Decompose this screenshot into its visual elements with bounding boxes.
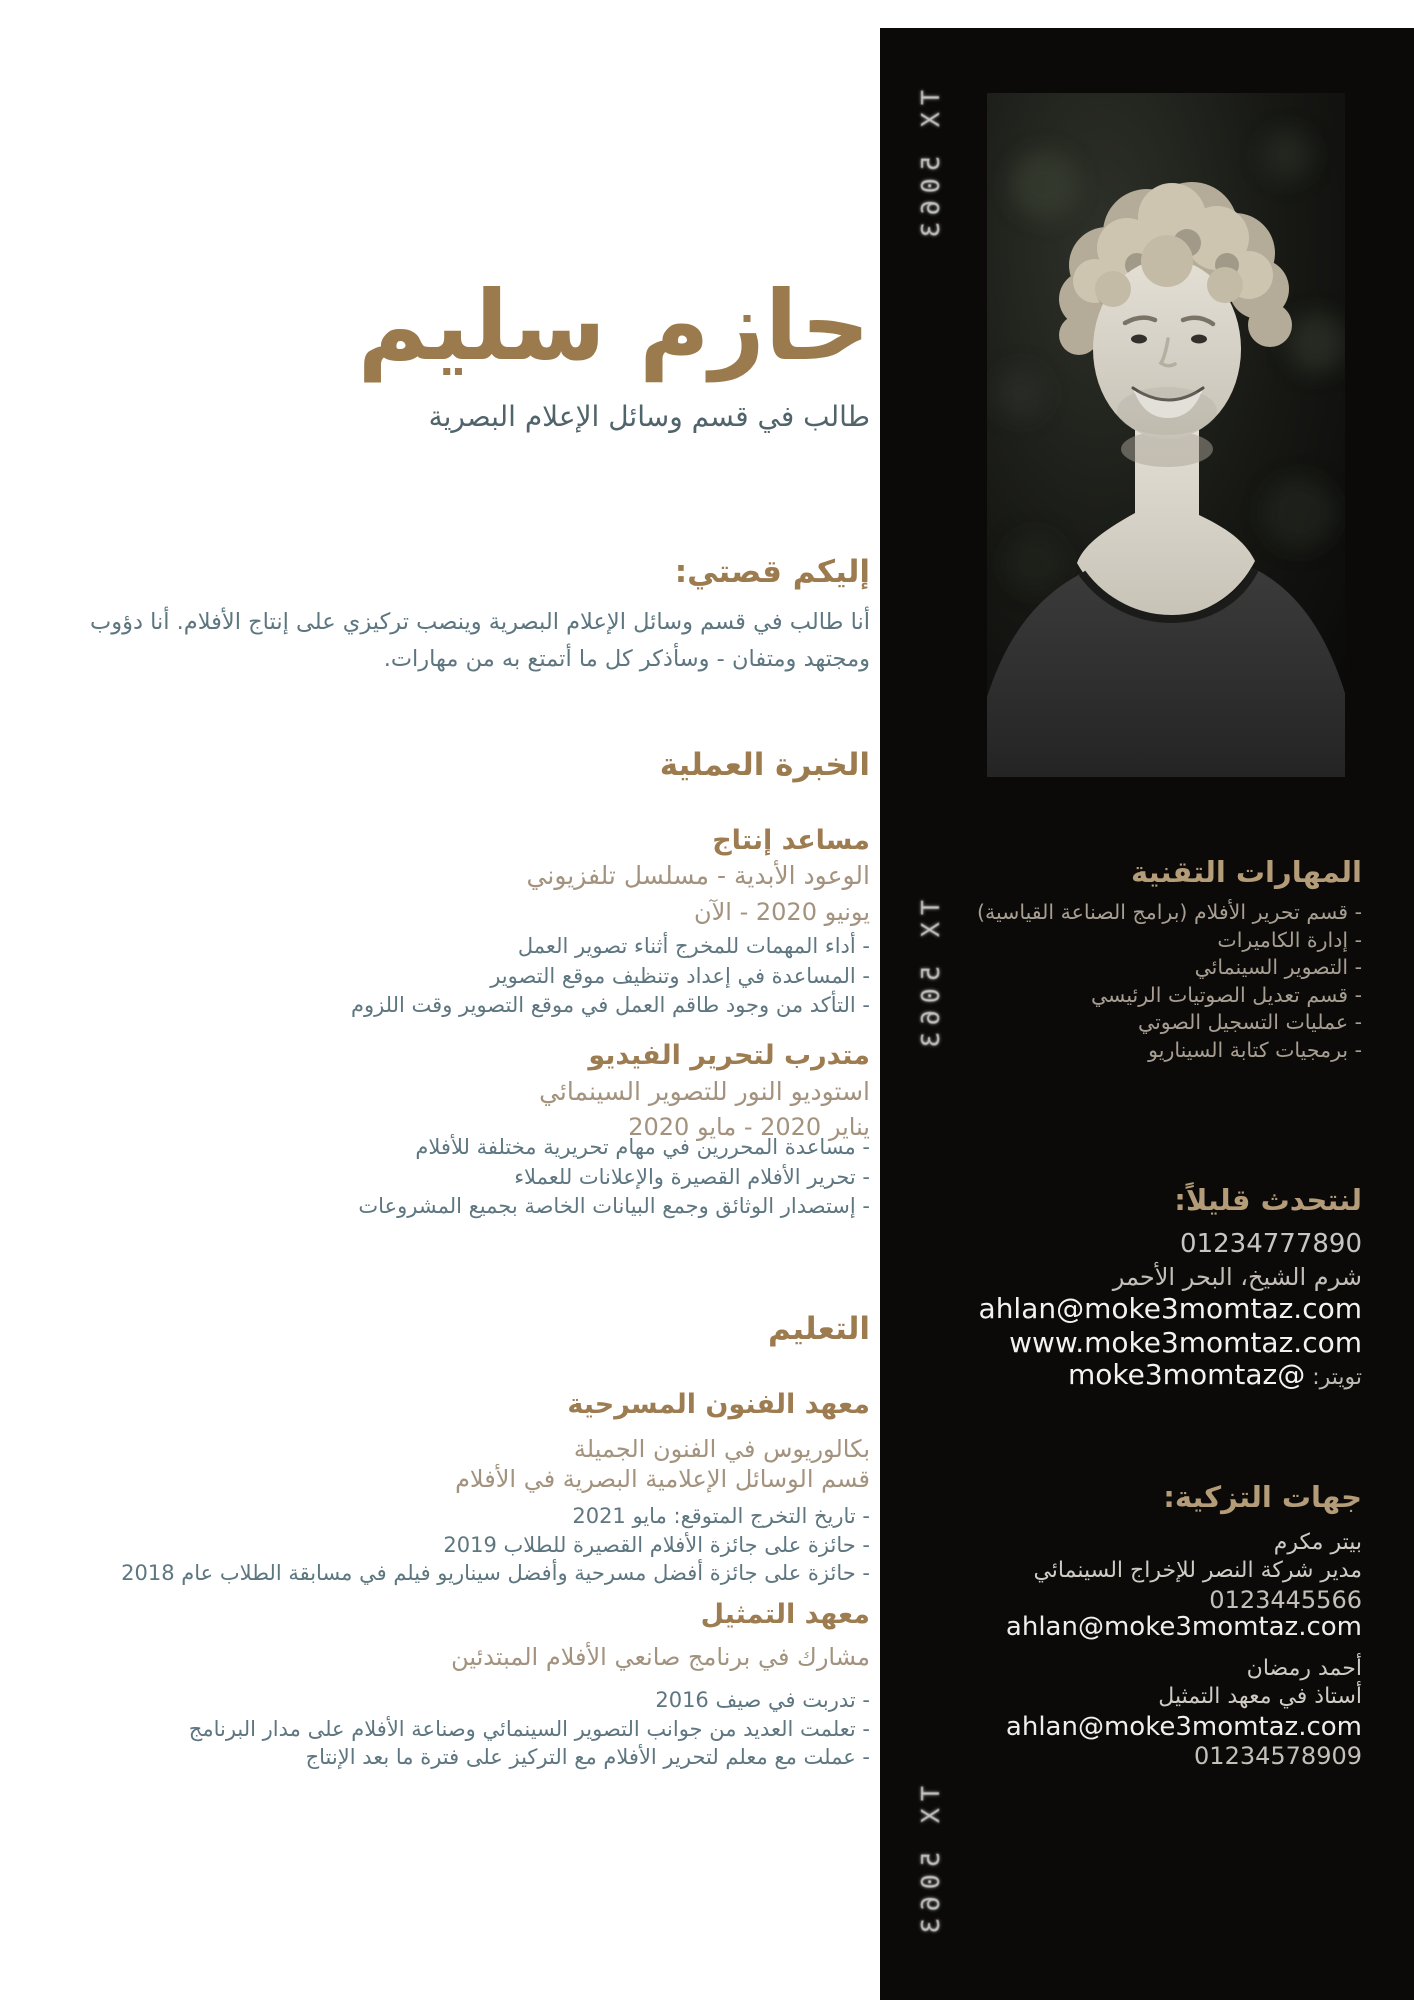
experience-heading: الخبرة العملية: [659, 747, 870, 783]
skill-item: - التصوير السينمائي: [1194, 955, 1362, 979]
about-heading: إليكم قصتي:: [674, 554, 870, 590]
job-title: مساعد إنتاج: [712, 825, 870, 856]
bullet-item: - مساعدة المحررين في مهام تحريرية مختلفة للأفلام: [415, 1135, 870, 1159]
job-organization: الوعود الأبدية - مسلسل تلفزيوني: [526, 861, 870, 890]
bullet-item: - تدربت في صيف 2016: [655, 1688, 870, 1712]
degree-line: بكالوريوس في الفنون الجميلة: [573, 1435, 870, 1463]
references-heading: جهات التزكية:: [1163, 1480, 1362, 1514]
reference-name: أحمد رمضان: [1246, 1656, 1362, 1681]
reference-phone: 01234578909: [1194, 1742, 1362, 1770]
school-bullet-list: [189, 1686, 870, 1772]
skills-list: [977, 899, 1362, 1064]
school-title: معهد الفنون المسرحية: [567, 1389, 870, 1420]
bullet-item: - المساعدة في إعداد وتنظيف موقع التصوير: [490, 963, 870, 988]
bullet-item: - أداء المهمات للمخرج أثناء تصوير العمل: [517, 934, 870, 958]
skill-item: - قسم تعديل الصوتيات الرئيسي: [1090, 982, 1362, 1007]
bullet-item: - حائزة على جائزة أفضل مسرحية وأفضل سيناريو فيلم في مسابقة الطلاب عام 2018: [121, 1561, 870, 1585]
school-degree: [455, 1434, 870, 1494]
school-degree: [451, 1642, 870, 1672]
school-bullet-list: [121, 1502, 870, 1588]
reference-email[interactable]: ahlan@moke3momtaz.com: [1005, 1712, 1362, 1742]
bullet-item: - تحرير الأفلام القصيرة والإعلانات للعملاء: [514, 1164, 870, 1189]
degree-line: قسم الوسائل الإعلامية البصرية في الأفلام: [455, 1465, 870, 1493]
bullet-item: - التأكد من وجود طاقم العمل في موقع التصوير وقت اللزوم: [350, 993, 870, 1017]
job-bullet-list: [351, 932, 870, 1021]
reference-role: أستاذ في معهد التمثيل: [1158, 1684, 1362, 1709]
bullet-item: - حائزة على جائزة الأفلام القصيرة للطلاب 2019: [443, 1532, 870, 1557]
page-title-name: حازم سليم: [357, 270, 870, 382]
reference-role: مدير شركة النصر للإخراج السينمائي: [1033, 1558, 1362, 1583]
job-dates: يناير 2020 - مايو 2020: [628, 1113, 870, 1141]
subtitle-role: طالب في قسم وسائل الإعلام البصرية: [428, 400, 870, 433]
degree-line: مشارك في برنامج صانعي الأفلام المبتدئين: [451, 1643, 870, 1671]
about-paragraph: أنا طالب في قسم وسائل الإعلام البصرية وينصب تركيزي على إنتاج الأفلام. أنا دؤوب ومجتهد ومتفان - وسأذكر كل ما أتمتع به من مهارات.: [90, 609, 870, 672]
job-dates: يونيو 2020 - الآن: [693, 898, 870, 926]
film-strip-code: TX 5063: [916, 90, 945, 245]
website-link[interactable]: www.moke3momtaz.com: [1009, 1326, 1362, 1359]
profile-photo: [987, 93, 1345, 777]
job-title: متدرب لتحرير الفيديو: [588, 1040, 870, 1071]
portrait-illustration: [987, 93, 1345, 777]
film-strip-code: TX 5063: [916, 1786, 945, 1941]
skills-heading: المهارات التقنية: [1131, 855, 1362, 889]
skill-item: - برمجيات كتابة السيناريو: [1148, 1037, 1362, 1062]
bullet-item: - إستصدار الوثائق وجمع البيانات الخاصة بجميع المشروعات: [358, 1194, 870, 1218]
film-strip-code: TX 5063: [916, 900, 945, 1055]
reference-phone: 0123445566: [1209, 1586, 1362, 1614]
email-link[interactable]: ahlan@moke3momtaz.com: [978, 1292, 1362, 1325]
skill-item: - إدارة الكاميرات: [1217, 927, 1362, 952]
address: شرم الشيخ، البحر الأحمر: [1112, 1263, 1362, 1291]
bullet-item: - تاريخ التخرج المتوقع: مايو 2021: [572, 1504, 870, 1528]
skill-item: - عمليات التسجيل الصوتي: [1137, 1010, 1362, 1034]
school-title: معهد التمثيل: [700, 1599, 870, 1630]
twitter-handle[interactable]: @moke3momtaz: [1068, 1358, 1306, 1391]
contact-heading: لنتحدث قليلاً:: [1174, 1183, 1362, 1217]
bullet-item: - عملت مع معلم لتحرير الأفلام مع التركيز على فترة ما بعد الإنتاج: [305, 1745, 870, 1769]
film-strip-sidebar: [880, 28, 1414, 2000]
twitter-line: [1068, 1356, 1362, 1397]
education-heading: التعليم: [767, 1311, 870, 1347]
bullet-item: - تعلمت العديد من جوانب التصوير السينمائي وصناعة الأفلام على مدار البرنامج: [188, 1716, 870, 1741]
skill-item: - قسم تحرير الأفلام (برامج الصناعة القياسية): [977, 900, 1362, 924]
job-bullet-list: [358, 1133, 870, 1222]
reference-name: بيتر مكرم: [1273, 1530, 1362, 1555]
reference-email[interactable]: ahlan@moke3momtaz.com: [1005, 1612, 1362, 1642]
phone-number: 01234777890: [1180, 1229, 1362, 1259]
twitter-label: تويتر:: [1312, 1365, 1362, 1390]
job-organization: استوديو النور للتصوير السينمائي: [539, 1077, 870, 1106]
